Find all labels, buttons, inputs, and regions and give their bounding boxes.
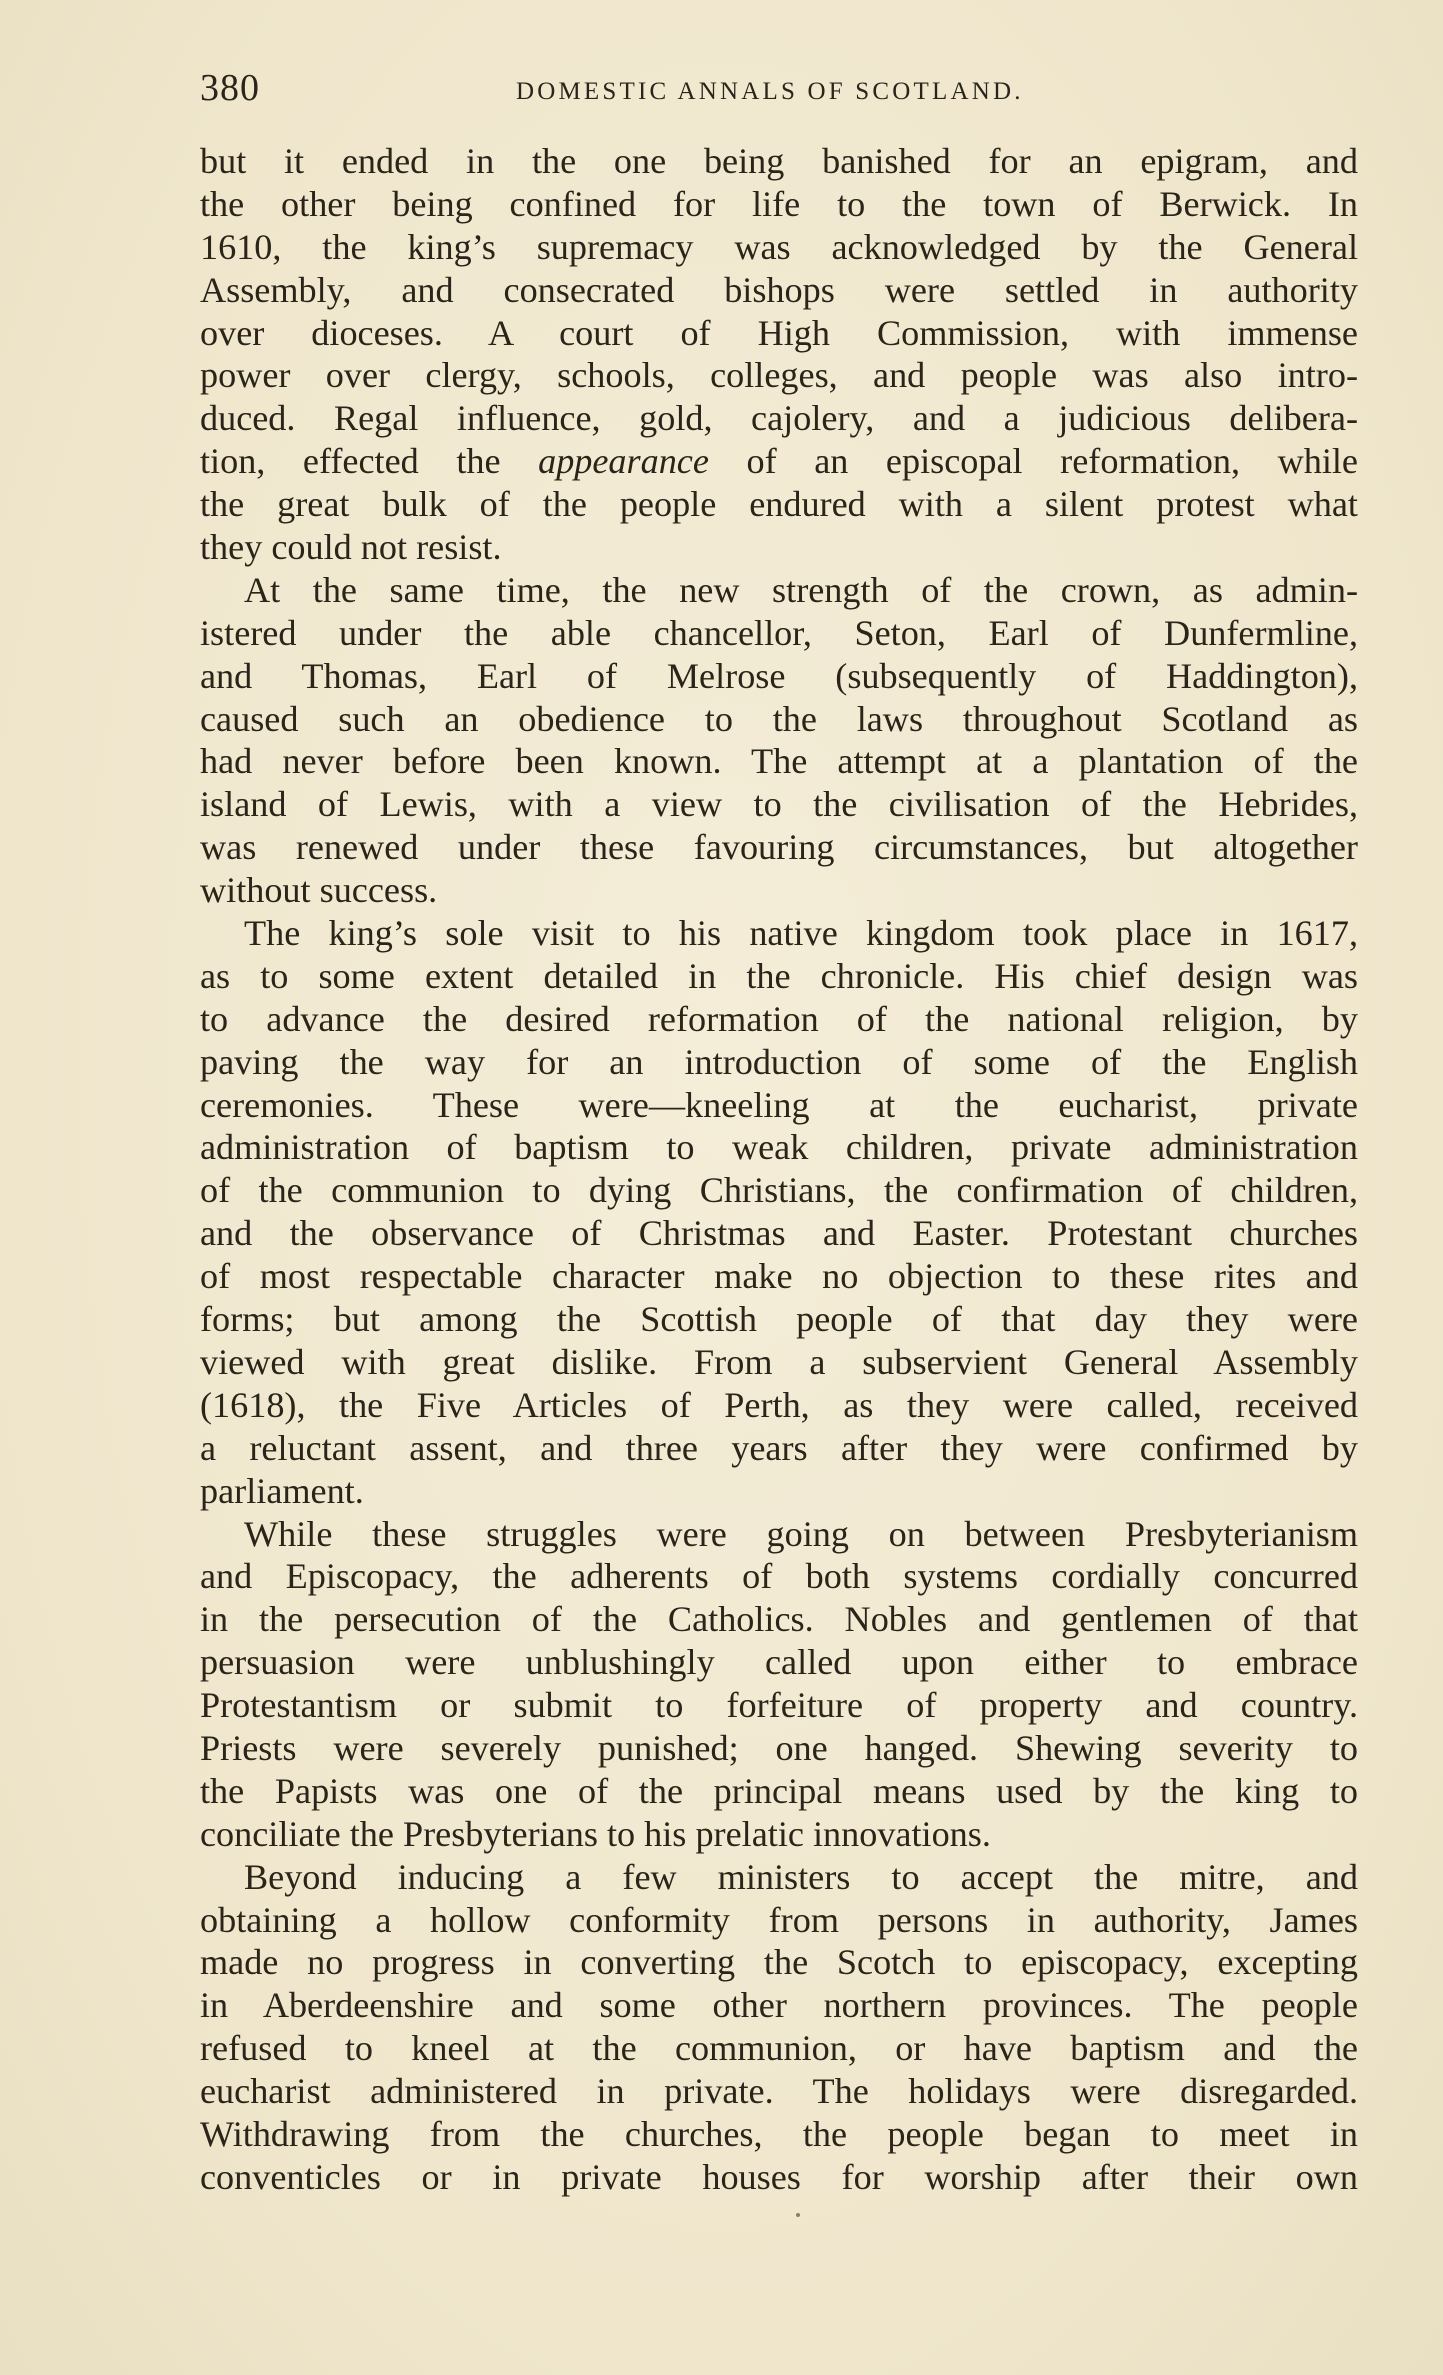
text-line: in the persecution of the Catholics. Nobles and gentlemen of that	[200, 1599, 1358, 1640]
text-line: but it ended in the one being banished for an epigram, and	[200, 141, 1358, 181]
text-line: the great bulk of the people endured with a silent protest what	[200, 484, 1358, 525]
text-line: While these struggles were going on between Presbyterianism	[244, 1513, 1358, 1554]
text-line: in Aberdeenshire and some other northern provinces. The people	[200, 1985, 1358, 2026]
text-line: The king’s sole visit to his native kingdom took place in 1617,	[244, 913, 1358, 954]
body-text	[200, 140, 1358, 2199]
text-line: of the communion to dying Christians, the confirmation of children,	[200, 1170, 1358, 1211]
paper-speck	[796, 2213, 800, 2217]
text-line: administration of baptism to weak children, private administration	[200, 1127, 1358, 1168]
text-line: At the same time, the new strength of the crown, as admin-	[244, 569, 1358, 610]
text-line: was renewed under these favouring circumstances, but altogether	[200, 827, 1358, 868]
text-line: the Papists was one of the principal means used by the king to	[200, 1770, 1358, 1811]
text-line: caused such an obedience to the laws throughout Scotland as	[200, 698, 1358, 739]
text-line: of most respectable character make no objection to these rites and	[200, 1256, 1358, 1297]
text-line: obtaining a hollow conformity from persons in authority, James	[200, 1899, 1358, 1940]
text-line: Withdrawing from the churches, the people began to meet in	[200, 2113, 1358, 2154]
text-line: Priests were severely punished; one hanged. Shewing severity to	[200, 1727, 1358, 1768]
text-line: Protestantism or submit to forfeiture of property and country.	[200, 1685, 1358, 1726]
text-line: refused to kneel at the communion, or have baptism and the	[200, 2028, 1358, 2069]
text-line: had never before been known. The attempt at a plantation of the	[200, 741, 1358, 782]
text-line: parliament.	[200, 1470, 364, 1511]
text-line: a reluctant assent, and three years after they were confirmed by	[200, 1427, 1358, 1468]
text-line: Assembly, and consecrated bishops were settled in authority	[200, 269, 1358, 310]
text-line: made no progress in converting the Scotch to episcopacy, excepting	[200, 1942, 1358, 1983]
text-line: island of Lewis, with a view to the civilisation of the Hebrides,	[200, 784, 1358, 825]
running-title: DOMESTIC ANNALS OF SCOTLAND.	[516, 78, 1024, 105]
text-line: viewed with great dislike. From a subservient General Assembly	[200, 1341, 1358, 1382]
text-line: and Episcopacy, the adherents of both systems cordially concurred	[200, 1556, 1358, 1597]
text-line: istered under the able chancellor, Seton, Earl of Dunfermline,	[200, 612, 1358, 653]
text-line: and the observance of Christmas and Easter. Protestant churches	[200, 1213, 1358, 1254]
text-line: as to some extent detailed in the chronicle. His chief design was	[200, 955, 1358, 996]
text-line: Beyond inducing a few ministers to accept the mitre, and	[244, 1856, 1358, 1897]
text-line: to advance the desired reformation of the national religion, by	[200, 998, 1358, 1039]
text-line: conciliate the Presbyterians to his prelatic innovations.	[200, 1813, 991, 1854]
text-line: ceremonies. These were—kneeling at the eucharist, private	[200, 1084, 1358, 1125]
text-line: power over clergy, schools, colleges, and people was also intro-	[200, 355, 1358, 396]
text-line: eucharist administered in private. The holidays were disregarded.	[200, 2071, 1358, 2112]
text-line: tion, effected the appearance of an episcopal reformation, while	[200, 441, 1358, 482]
text-line: persuasion were unblushingly called upon either to embrace	[200, 1642, 1358, 1683]
running-head	[200, 66, 1260, 116]
page-number: 380	[200, 67, 260, 109]
text-line: over dioceses. A court of High Commission, with immense	[200, 312, 1358, 353]
text-line: they could not resist.	[200, 527, 502, 568]
text-line: duced. Regal influence, gold, cajolery, and a judicious delibera-	[200, 398, 1358, 439]
text-line: paving the way for an introduction of some of the English	[200, 1041, 1358, 1082]
italic-emphasis: appearance	[538, 441, 709, 482]
text-line: without success.	[200, 870, 438, 911]
text-line: forms; but among the Scottish people of that day they were	[200, 1299, 1358, 1340]
text-line: (1618), the Five Articles of Perth, as they were called, received	[200, 1384, 1358, 1425]
text-line: and Thomas, Earl of Melrose (subsequently of Haddington),	[200, 655, 1358, 696]
text-line: the other being confined for life to the town of Berwick. In	[200, 183, 1358, 224]
text-line: conventicles or in private houses for worship after their own	[200, 2156, 1358, 2197]
text-line: 1610, the king’s supremacy was acknowledged by the General	[200, 226, 1358, 267]
